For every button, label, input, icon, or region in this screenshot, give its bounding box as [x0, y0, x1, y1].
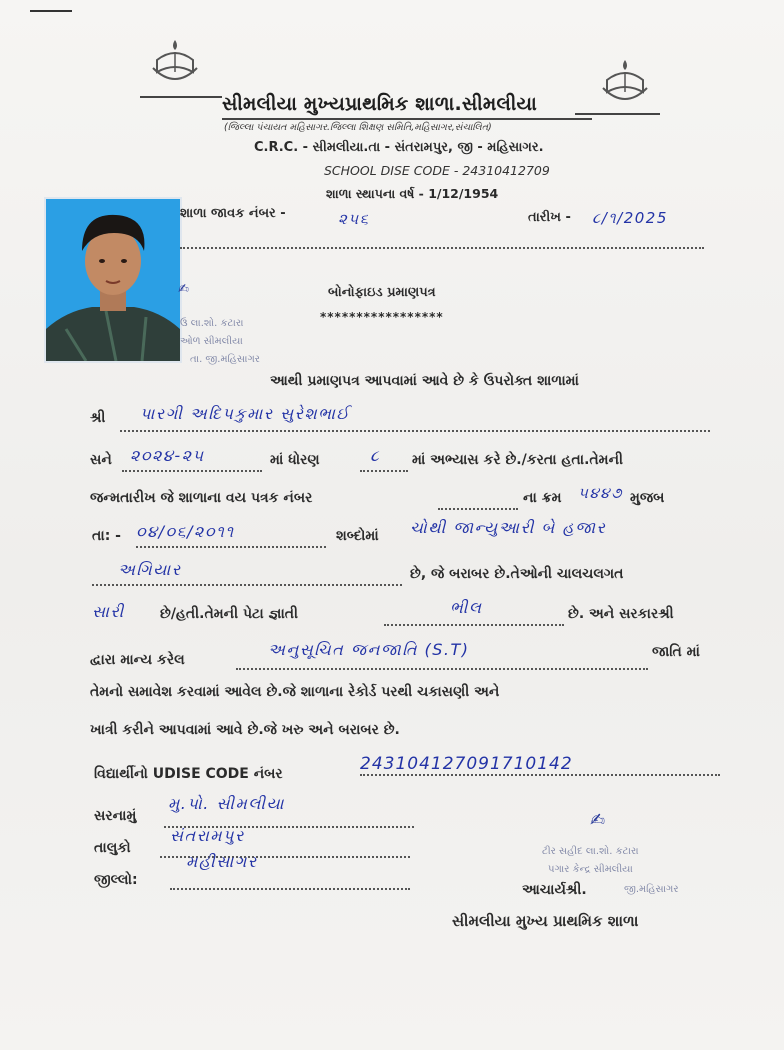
fill-line: [92, 584, 402, 586]
establishment-line: શાળા સ્થાપના વર્ષ - 1/12/1954: [326, 186, 499, 201]
jati-text: જાતિ માં: [652, 644, 700, 660]
stamp-line: ઉ લા.શો. કટારા: [180, 318, 244, 329]
words-label: શબ્દોમાં: [336, 528, 379, 544]
book-lamp-icon: [145, 38, 205, 90]
principal-title: આચાર્યશ્રી.: [522, 882, 587, 898]
taluka-value: સંતરામપુર: [170, 826, 245, 845]
header-rule: [140, 96, 222, 98]
managing-body-line: (જિલ્લા પંચાયત મહિસાગર.જિલ્લા શિક્ષણ સમિતિ,મહિસાગર,સંચાલિત): [224, 122, 492, 133]
conduct-value: સારી: [92, 602, 125, 621]
year-label: સને: [90, 452, 112, 468]
principal-stamp-line: પગાર કેન્દ્ર સીમલીયા: [548, 864, 633, 875]
book-lamp-icon: [595, 58, 655, 110]
serial-value: ૫૪૪૭: [578, 484, 623, 502]
principal-district: જી.મહિસાગર: [624, 884, 679, 895]
fill-line: [236, 668, 648, 670]
intro-line: આથી પ્રમાણપત્ર આપવામાં આવે છે કે ઉપરોક્ત શાળામાં: [270, 373, 579, 389]
std-value: ૮: [370, 446, 381, 465]
dob-words-line2: અગિયાર: [118, 560, 182, 579]
certificate-title: બોનોફાઇડ પ્રમાણપત્ર: [328, 285, 436, 300]
student-name-value: પારગી અદિપકુમાર સુરેશભાઈ: [140, 404, 351, 423]
fill-line: [360, 774, 720, 776]
caste-text: છે/હતી.તેમની પેટા જ્ઞાતી: [160, 606, 299, 622]
fill-line: [122, 470, 262, 472]
school-name: સીમલીયા મુખ્યપ્રાથમિક શાળા.સીમલીયા: [222, 93, 537, 115]
divider-dotted: [180, 247, 704, 249]
header-rule: [222, 118, 592, 120]
principal-signature: ✍: [590, 810, 606, 831]
ta-label: તા: -: [92, 528, 121, 544]
udise-label: વિદ્યાર્થીનો UDISE CODE નંબર: [94, 766, 283, 782]
student-photo: [44, 197, 182, 363]
govt-text: છે. અને સરકારશ્રી: [568, 606, 674, 622]
fill-line: [438, 508, 518, 510]
stamp-line: તા. જી.મહિસાગર: [190, 354, 260, 365]
fill-line: [120, 430, 710, 432]
fill-line: [136, 546, 326, 548]
student-portrait-icon: [46, 199, 180, 361]
crc-line: C.R.C. - સીમલીયા.તા - સંતરામપુર, જી - મહિસાગર.: [254, 140, 544, 155]
student-udise-value: 243104127091710142: [360, 754, 573, 774]
district-label: જીલ્લો:: [94, 872, 138, 888]
year-value: ૨૦૨૪-૨૫: [130, 446, 205, 465]
dob-words-line1: ચોથી જાન્યુઆરી બે હજાર: [410, 518, 607, 537]
school-udise-line: SCHOOL DISE CODE - 24310412709: [324, 163, 550, 178]
stamp-line: ઓળ સીમલીયા: [180, 336, 243, 347]
header-rule: [575, 113, 660, 115]
according-text: મુજબ: [630, 490, 665, 506]
dob-value: ૦૪/૦૬/૨૦૧૧: [136, 522, 235, 541]
shri-label: શ્રી: [90, 410, 106, 426]
taluka-label: તાલુકો: [94, 840, 131, 856]
outward-number-value: ૨૫૬: [338, 210, 370, 228]
district-value: મહીસાગર: [186, 852, 258, 871]
correct-text: છે, જે બરાબર છે.તેઓની ચાલચલગત: [410, 566, 624, 582]
study-text: માં અભ્યાસ કરે છે./કરતા હતા.તેમની: [412, 452, 624, 468]
inclusion-line: તેમનો સમાવેશ કરવામાં આવેલ છે.જે શાળાના રેકોર્ડ પરથી ચકાસણી અને: [90, 684, 500, 700]
title-underline-stars: *****************: [320, 310, 444, 324]
corner-dash: [30, 10, 72, 12]
std-label: માં ધોરણ: [270, 452, 320, 468]
school-logo-right: [595, 58, 655, 110]
fill-line: [360, 470, 408, 472]
date-label: તારીખ -: [528, 210, 571, 225]
caste-value: ભીલ: [450, 598, 483, 617]
approved-label: દ્વારા માન્ય કરેલ: [90, 652, 185, 668]
school-sign-name: સીમલીયા મુખ્ય પ્રાથમિક શાળા: [452, 912, 639, 930]
stamp-signature: ✍: [178, 282, 189, 297]
outward-number-label: શાળા જાવક નંબર -: [180, 206, 286, 221]
category-value: અનુસૂચિત જનજાતિ (S.T): [268, 640, 470, 659]
school-logo-left: [145, 38, 205, 90]
address-label: સરનામું: [94, 808, 137, 824]
date-value: ૮/૧/2025: [592, 209, 668, 227]
principal-stamp-line: ટીર સહીદ લા.શો. કટારા: [542, 846, 639, 857]
verify-line: ખાત્રી કરીને આપવામાં આવે છે.જે ખરુ અને બરાબર છે.: [90, 722, 400, 738]
fill-line: [170, 888, 410, 890]
fill-line: [384, 624, 564, 626]
address-value: મુ.પો. સીમલીયા: [168, 794, 285, 813]
dob-text: જન્મતારીખ જે શાળાના વય પત્રક નંબર: [90, 490, 313, 506]
serial-label: ના ક્રમ: [523, 490, 562, 506]
